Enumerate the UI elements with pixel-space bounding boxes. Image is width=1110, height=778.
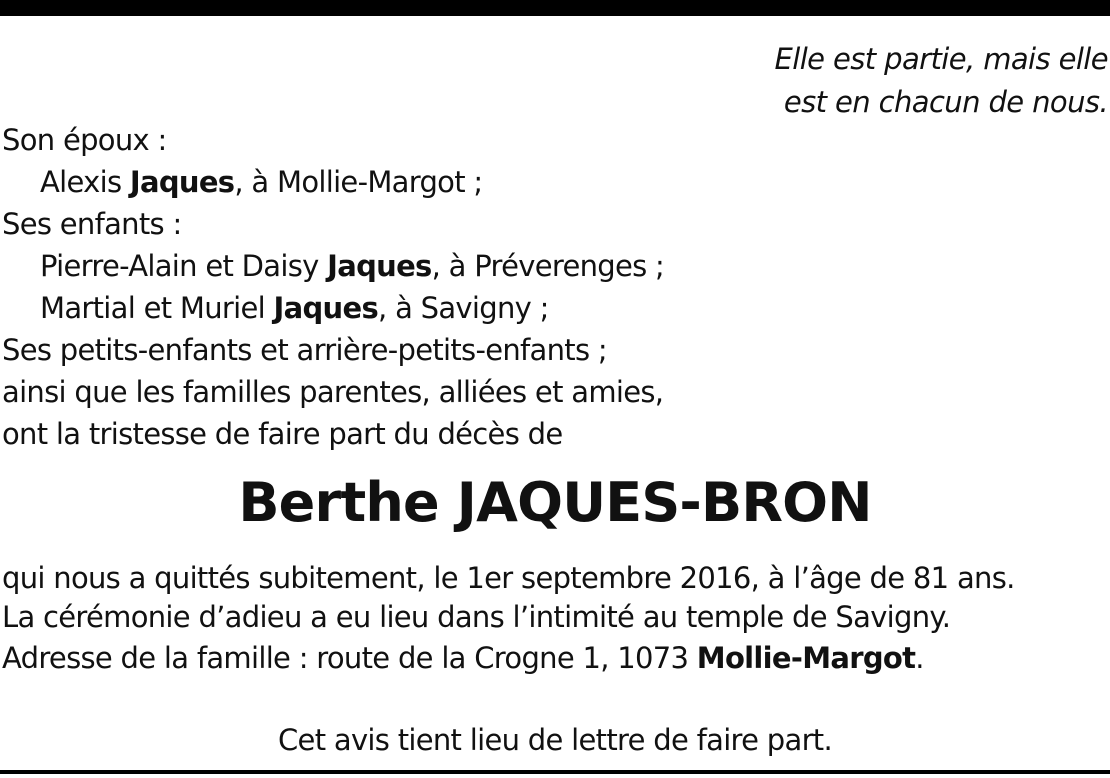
epitaph-line-2: est en chacun de nous. [783, 85, 1108, 119]
grandchildren-line: Ses petits-enfants et arrière-petits-enfants ; [2, 333, 607, 367]
closing-note: Cet avis tient lieu de lettre de faire part. [278, 723, 832, 757]
top-border-rule [0, 0, 1110, 16]
address-suffix: . [915, 641, 924, 675]
child-given-names: Martial et Muriel [40, 291, 274, 325]
address-prefix: Adresse de la famille : route de la Crogne 1, 1073 [2, 641, 697, 675]
spouse-given-name: Alexis [40, 165, 130, 199]
child-place: , à Préverenges ; [431, 249, 665, 283]
death-details: qui nous a quittés subitement, le 1er septembre 2016, à l’âge de 81 ans. [2, 561, 1015, 595]
announcement-line: ont la tristesse de faire part du décès de [2, 417, 563, 451]
child-given-names: Pierre-Alain et Daisy [40, 249, 328, 283]
epitaph-quote [775, 38, 1108, 124]
children-heading: Ses enfants : [2, 207, 182, 241]
child-entry-2 [40, 288, 549, 328]
child-surname: Jaques [273, 291, 379, 325]
spouse-surname: Jaques [129, 165, 235, 199]
bottom-border-rule [0, 770, 1110, 774]
child-place: , à Savigny ; [378, 291, 549, 325]
address-town: Mollie-Margot [696, 641, 916, 675]
spouse-place: , à Mollie-Margot ; [234, 165, 483, 199]
spouse-heading: Son époux : [2, 123, 167, 157]
deceased-name: Berthe JAQUES-BRON [238, 471, 872, 534]
family-address [2, 638, 924, 678]
child-entry-1 [40, 246, 664, 286]
relatives-line: ainsi que les familles parentes, alliées et amies, [2, 375, 664, 409]
child-surname: Jaques [327, 249, 432, 283]
ceremony-details: La cérémonie d’adieu a eu lieu dans l’intimité au temple de Savigny. [2, 600, 951, 634]
spouse-entry [40, 162, 482, 202]
epitaph-line-1: Elle est partie, mais elle [774, 42, 1108, 76]
